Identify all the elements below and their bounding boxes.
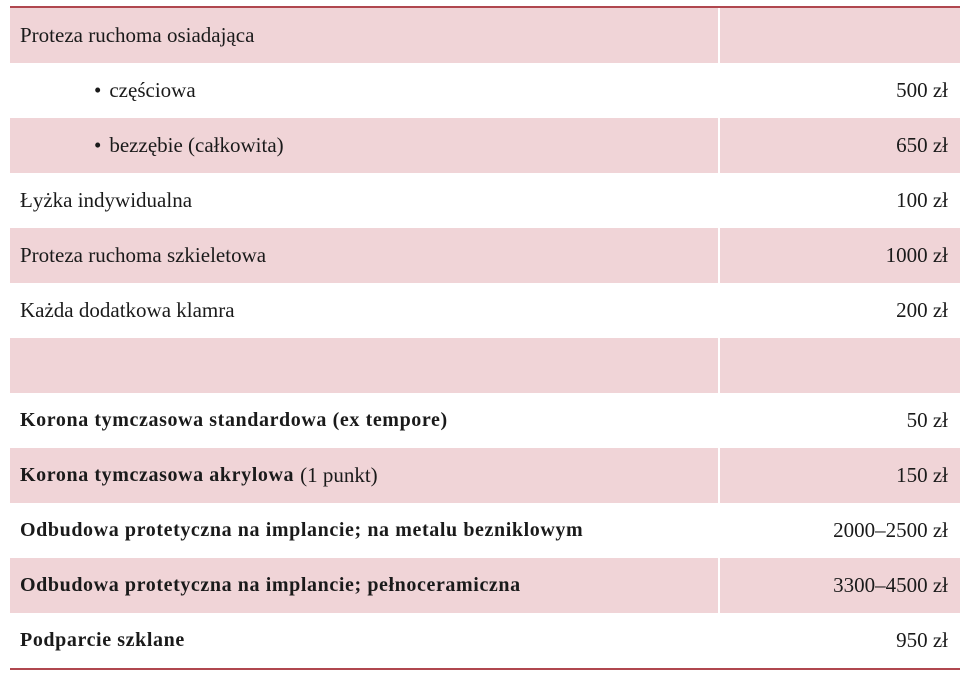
table-row xyxy=(10,118,960,173)
price-table xyxy=(10,6,960,670)
service-name-text: częściowa xyxy=(109,78,196,102)
table-row xyxy=(10,173,960,228)
service-price: 2000–2500 zł xyxy=(833,518,948,542)
table-row xyxy=(10,8,960,63)
table-row xyxy=(10,613,960,668)
service-name xyxy=(10,118,720,173)
service-name: Łyżka indywidualna xyxy=(10,173,720,228)
service-price xyxy=(720,338,960,393)
service-name-text: Korona tymczasowa akrylowa xyxy=(20,464,295,486)
service-price: 1000 zł xyxy=(885,243,948,267)
table-row xyxy=(10,63,960,118)
service-name-suffix: (1 punkt) xyxy=(300,463,378,487)
table-row xyxy=(10,393,960,448)
table-row-empty xyxy=(10,338,960,393)
service-name: Odbudowa protetyczna na implancie; na metalu bezniklowym xyxy=(10,503,720,558)
service-name xyxy=(10,338,720,393)
service-name-text: bezzębie (całkowita) xyxy=(109,133,284,157)
service-price: 50 zł xyxy=(906,408,948,432)
service-name: Korona tymczasowa standardowa (ex tempore) xyxy=(10,393,720,448)
service-name xyxy=(10,448,720,503)
service-name xyxy=(10,63,720,118)
service-price: 3300–4500 zł xyxy=(833,573,948,597)
bullet-icon: • xyxy=(94,133,102,157)
service-name: Każda dodatkowa klamra xyxy=(10,283,720,338)
table-row xyxy=(10,228,960,283)
service-name: Proteza ruchoma osiadająca xyxy=(10,8,720,63)
service-name: Podparcie szklane xyxy=(10,613,720,668)
table-row xyxy=(10,558,960,613)
table-row xyxy=(10,283,960,338)
service-name: Proteza ruchoma szkieletowa xyxy=(10,228,720,283)
service-price: 150 zł xyxy=(896,463,948,487)
service-price: 950 zł xyxy=(896,628,948,652)
table-row xyxy=(10,448,960,503)
service-price: 650 zł xyxy=(896,133,948,157)
service-price: 200 zł xyxy=(896,298,948,322)
table-row xyxy=(10,503,960,558)
service-price: 100 zł xyxy=(896,188,948,212)
service-price xyxy=(720,8,960,63)
bullet-icon: • xyxy=(94,78,102,102)
service-price: 500 zł xyxy=(896,78,948,102)
service-name: Odbudowa protetyczna na implancie; pełnoceramiczna xyxy=(10,558,720,613)
